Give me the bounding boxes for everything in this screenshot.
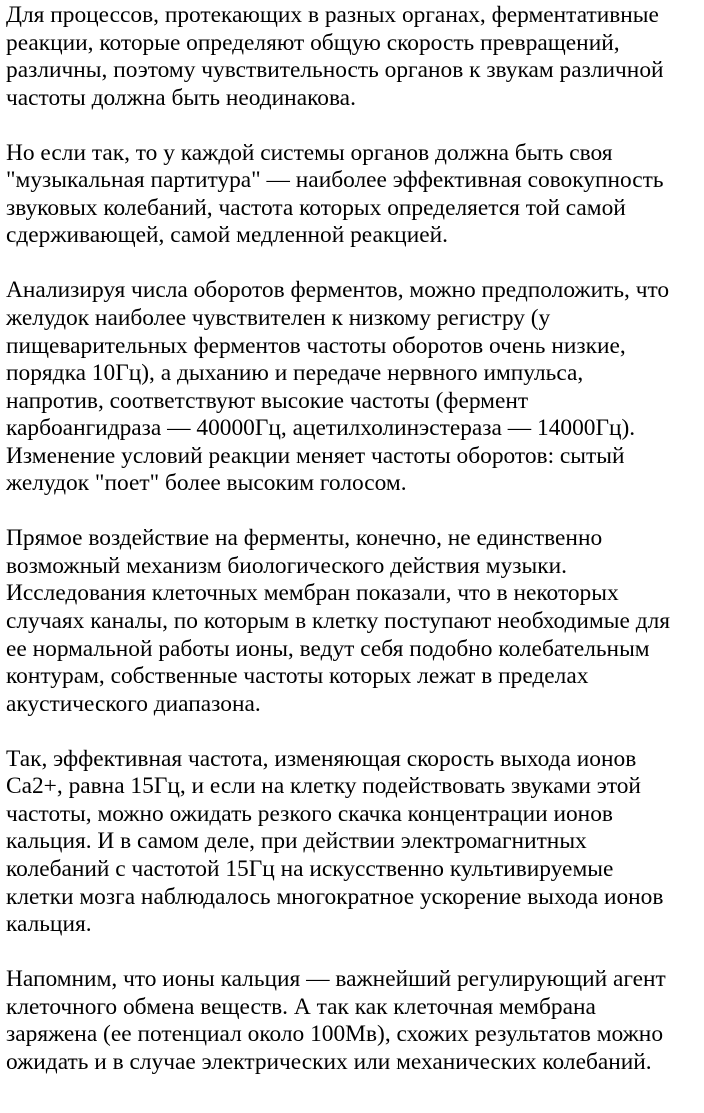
text-line: кальция. <box>6 911 92 938</box>
text-line: Изменение условий реакции меняет частоты оборотов: сытый <box>6 442 625 469</box>
text-line: контурам, собственные частоты которых лежат в пределах <box>6 663 589 690</box>
text-line: заряжена (ее потенциал около 100Мв), схожих результатов можно <box>6 1021 664 1048</box>
text-line: желудок наиболее чувствителен к низкому регистру (у <box>6 305 551 332</box>
text-line: Но если так, то у каждой системы органов должна быть своя <box>6 139 613 166</box>
text-line: ее нормальной работы ионы, ведут себя подобно колебательным <box>6 635 650 662</box>
paragraph-calcium-frequency <box>6 746 698 939</box>
paragraph-cell-membranes <box>6 525 698 718</box>
text-line: различны, поэтому чувствительность органов к звукам различной <box>6 57 664 84</box>
text-line: частоты должна быть неодинакова. <box>6 84 356 111</box>
text-line: Ca2+, равна 15Гц, и если на клетку подействовать звуками этой <box>6 773 641 800</box>
text-line: Так, эффективная частота, изменяющая скорость выхода ионов <box>6 745 637 772</box>
text-line: клетки мозга наблюдалось многократное ускорение выхода ионов <box>6 883 664 910</box>
text-line: карбоангидраза — 40000Гц, ацетилхолинэстераза — 14000Гц). <box>6 415 636 442</box>
text-line: порядка 10Гц), а дыханию и передаче нервного импульса, <box>6 360 584 387</box>
text-line: Для процессов, протекающих в разных органах, ферментативные <box>6 2 659 28</box>
text-line: реакции, которые определяют общую скорость превращений, <box>6 29 620 56</box>
text-line: желудок "поет" более высоким голосом. <box>6 470 407 497</box>
text-line: напротив, соответствуют высокие частоты (фермент <box>6 387 529 414</box>
text-line: возможный механизм биологического действия музыки. <box>6 552 567 579</box>
text-line: случаях каналы, по которым в клетку поступают необходимые для <box>6 608 671 635</box>
text-line: кальция. И в самом деле, при действии электромагнитных <box>6 828 587 855</box>
text-line: акустического диапазона. <box>6 690 261 717</box>
paragraph-musical-score <box>6 140 698 250</box>
text-line: клеточного обмена веществ. А так как клеточная мембрана <box>6 993 596 1020</box>
text-line: Анализируя числа оборотов ферментов, можно предположить, что <box>6 277 670 304</box>
text-line: пищеварительных ферментов частоты оборотов очень низкие, <box>6 332 626 359</box>
paragraph-enzyme-turnover <box>6 277 698 497</box>
text-line: частоты, можно ожидать резкого скачка концентрации ионов <box>6 800 613 827</box>
text-line: Прямое воздействие на ферменты, конечно, не единственно <box>6 525 603 552</box>
text-line: Исследования клеточных мембран показали, что в некоторых <box>6 580 619 607</box>
text-line: "музыкальная партитура" — наиболее эффективная совокупность <box>6 167 664 194</box>
paragraph-calcium-regulator <box>6 966 698 1076</box>
text-line: ожидать и в случае электрических или механических колебаний. <box>6 1048 652 1075</box>
text-line: Напомним, что ионы кальция — важнейший регулирующий агент <box>6 966 666 993</box>
text-line: звуковых колебаний, частота которых определяется той самой <box>6 194 626 221</box>
text-line: сдерживающей, самой медленной реакцией. <box>6 222 448 249</box>
paragraph-enzyme-sensitivity <box>6 2 698 112</box>
text-line: колебаний с частотой 15Гц на искусственно культивируемые <box>6 855 614 882</box>
